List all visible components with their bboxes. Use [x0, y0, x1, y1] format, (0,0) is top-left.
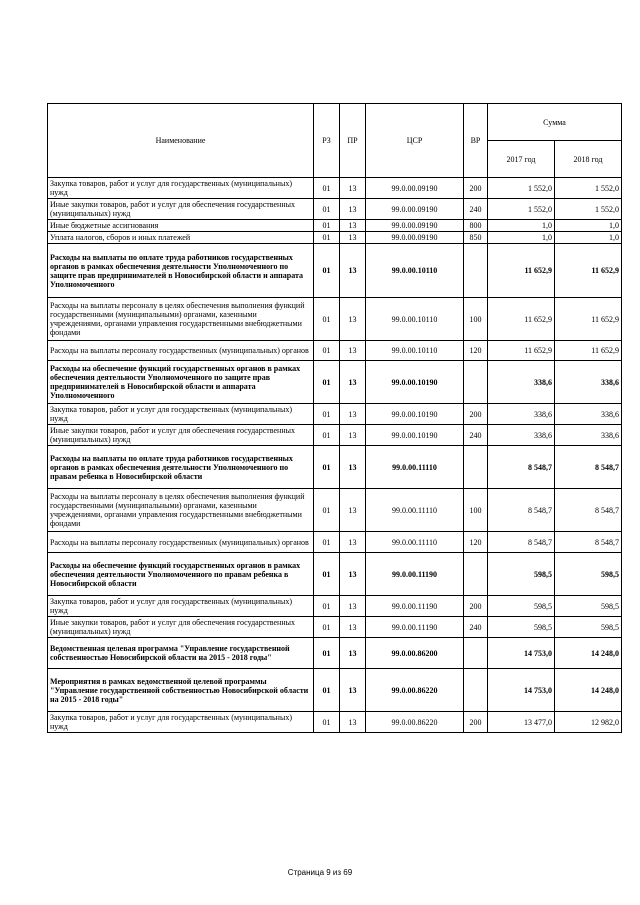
cell-name: Мероприятия в рамках ведомственной целевой программы "Управление государственной собственностью Новосибирской области на 2015 - 2018 годы" — [48, 669, 314, 712]
header-pr: ПР — [340, 104, 366, 178]
cell-rz: 01 — [314, 425, 340, 446]
cell-rz: 01 — [314, 298, 340, 341]
cell-name: Иные закупки товаров, работ и услуг для обеспечения государственных (муниципальных) нужд — [48, 617, 314, 638]
cell-name: Закупка товаров, работ и услуг для государственных (муниципальных) нужд — [48, 712, 314, 733]
table-row — [48, 712, 622, 733]
table-row — [48, 298, 622, 341]
cell-csr: 99.0.00.10190 — [366, 425, 464, 446]
cell-rz: 01 — [314, 244, 340, 298]
cell-csr: 99.0.00.86220 — [366, 712, 464, 733]
header-name: Наименование — [48, 104, 314, 178]
cell-name: Закупка товаров, работ и услуг для государственных (муниципальных) нужд — [48, 596, 314, 617]
cell-pr: 13 — [340, 178, 366, 199]
cell-rz: 01 — [314, 553, 340, 596]
cell-csr: 99.0.00.11190 — [366, 617, 464, 638]
cell-pr: 13 — [340, 220, 366, 232]
header-sum: Сумма — [488, 104, 622, 141]
cell-csr: 99.0.00.09190 — [366, 178, 464, 199]
table-row — [48, 220, 622, 232]
cell-name: Расходы на выплаты персоналу в целях обеспечения выполнения функций государственными (муниципальными) органами, казенными учреждениями, органами управления государственными внебюджетными фондами — [48, 489, 314, 532]
cell-y2017: 598,5 — [488, 596, 555, 617]
cell-vr: 240 — [464, 617, 488, 638]
cell-y2017: 338,6 — [488, 404, 555, 425]
cell-y2018: 8 548,7 — [555, 446, 622, 489]
cell-name: Расходы на обеспечение функций государственных органов в рамках обеспечения деятельности Уполномоченного по защите прав предпринимателей в Новосибирской области и аппарата Уполномоченного — [48, 361, 314, 404]
table-row — [48, 232, 622, 244]
cell-y2018: 8 548,7 — [555, 532, 622, 553]
table-row — [48, 489, 622, 532]
table-row — [48, 361, 622, 404]
cell-name: Иные бюджетные ассигнования — [48, 220, 314, 232]
cell-vr: 200 — [464, 596, 488, 617]
table-row — [48, 199, 622, 220]
table-row — [48, 244, 622, 298]
cell-pr: 13 — [340, 712, 366, 733]
cell-vr — [464, 361, 488, 404]
cell-vr: 200 — [464, 404, 488, 425]
cell-y2017: 338,6 — [488, 361, 555, 404]
cell-y2017: 11 652,9 — [488, 298, 555, 341]
cell-vr — [464, 446, 488, 489]
cell-pr: 13 — [340, 532, 366, 553]
cell-pr: 13 — [340, 553, 366, 596]
cell-csr: 99.0.00.11110 — [366, 446, 464, 489]
cell-y2018: 598,5 — [555, 617, 622, 638]
cell-rz: 01 — [314, 638, 340, 669]
cell-csr: 99.0.00.11110 — [366, 532, 464, 553]
cell-vr — [464, 638, 488, 669]
cell-rz: 01 — [314, 446, 340, 489]
cell-vr — [464, 553, 488, 596]
cell-csr: 99.0.00.11190 — [366, 596, 464, 617]
cell-y2017: 8 548,7 — [488, 489, 555, 532]
cell-csr: 99.0.00.10110 — [366, 298, 464, 341]
cell-rz: 01 — [314, 669, 340, 712]
cell-y2017: 1,0 — [488, 220, 555, 232]
cell-y2018: 1,0 — [555, 220, 622, 232]
cell-csr: 99.0.00.10190 — [366, 361, 464, 404]
cell-rz: 01 — [314, 178, 340, 199]
header-rz: РЗ — [314, 104, 340, 178]
cell-y2018: 1 552,0 — [555, 199, 622, 220]
cell-y2018: 1,0 — [555, 232, 622, 244]
cell-csr: 99.0.00.09190 — [366, 232, 464, 244]
cell-rz: 01 — [314, 361, 340, 404]
cell-y2017: 11 652,9 — [488, 244, 555, 298]
cell-y2018: 598,5 — [555, 553, 622, 596]
table-body — [48, 104, 622, 733]
table-row — [48, 638, 622, 669]
cell-vr: 240 — [464, 425, 488, 446]
header-vr: ВР — [464, 104, 488, 178]
cell-pr: 13 — [340, 669, 366, 712]
cell-rz: 01 — [314, 220, 340, 232]
cell-pr: 13 — [340, 361, 366, 404]
cell-csr: 99.0.00.10110 — [366, 244, 464, 298]
cell-csr: 99.0.00.10190 — [366, 404, 464, 425]
cell-name: Ведомственная целевая программа "Управление государственной собственностью Новосибирской области на 2015 - 2018 годы" — [48, 638, 314, 669]
table-row — [48, 532, 622, 553]
cell-pr: 13 — [340, 199, 366, 220]
cell-vr: 850 — [464, 232, 488, 244]
cell-pr: 13 — [340, 341, 366, 361]
cell-vr: 200 — [464, 178, 488, 199]
cell-y2018: 14 248,0 — [555, 638, 622, 669]
cell-pr: 13 — [340, 489, 366, 532]
cell-y2018: 1 552,0 — [555, 178, 622, 199]
cell-name: Расходы на выплаты персоналу государственных (муниципальных) органов — [48, 341, 314, 361]
cell-vr — [464, 669, 488, 712]
cell-name: Расходы на выплаты персоналу в целях обеспечения выполнения функций государственными (муниципальными) органами, казенными учреждениями, органами управления государственными внебюджетными фондами — [48, 298, 314, 341]
cell-vr — [464, 244, 488, 298]
table-row — [48, 446, 622, 489]
table-row — [48, 178, 622, 199]
cell-y2018: 11 652,9 — [555, 244, 622, 298]
header-csr: ЦСР — [366, 104, 464, 178]
cell-y2017: 1,0 — [488, 232, 555, 244]
cell-rz: 01 — [314, 232, 340, 244]
cell-csr: 99.0.00.09190 — [366, 220, 464, 232]
table-row — [48, 425, 622, 446]
cell-y2018: 8 548,7 — [555, 489, 622, 532]
cell-name: Расходы на выплаты по оплате труда работников государственных органов в рамках обеспечения деятельности Уполномоченного по правам ребенка в Новосибирской области — [48, 446, 314, 489]
cell-csr: 99.0.00.10110 — [366, 341, 464, 361]
cell-pr: 13 — [340, 232, 366, 244]
cell-vr: 240 — [464, 199, 488, 220]
cell-csr: 99.0.00.11190 — [366, 553, 464, 596]
cell-y2017: 1 552,0 — [488, 199, 555, 220]
cell-y2017: 14 753,0 — [488, 669, 555, 712]
table-row — [48, 596, 622, 617]
cell-y2018: 338,6 — [555, 361, 622, 404]
cell-pr: 13 — [340, 446, 366, 489]
cell-csr: 99.0.00.86200 — [366, 638, 464, 669]
header-row — [48, 104, 622, 141]
cell-pr: 13 — [340, 244, 366, 298]
cell-rz: 01 — [314, 199, 340, 220]
cell-y2017: 8 548,7 — [488, 532, 555, 553]
cell-y2017: 13 477,0 — [488, 712, 555, 733]
cell-vr: 200 — [464, 712, 488, 733]
cell-rz: 01 — [314, 489, 340, 532]
cell-vr: 100 — [464, 298, 488, 341]
cell-pr: 13 — [340, 617, 366, 638]
cell-csr: 99.0.00.09190 — [366, 199, 464, 220]
cell-name: Расходы на выплаты персоналу государственных (муниципальных) органов — [48, 532, 314, 553]
cell-y2017: 598,5 — [488, 617, 555, 638]
header-2018: 2018 год — [555, 141, 622, 178]
page-footer: Страница 9 из 69 — [287, 868, 353, 877]
cell-vr: 120 — [464, 341, 488, 361]
budget-table — [47, 103, 622, 733]
cell-name: Расходы на выплаты по оплате труда работников государственных органов в рамках обеспечения деятельности Уполномоченного по защите прав предпринимателей в Новосибирской области и аппарата Уполномоченного — [48, 244, 314, 298]
cell-y2017: 14 753,0 — [488, 638, 555, 669]
cell-pr: 13 — [340, 638, 366, 669]
table-row — [48, 669, 622, 712]
cell-name: Иные закупки товаров, работ и услуг для обеспечения государственных (муниципальных) нужд — [48, 425, 314, 446]
cell-vr: 120 — [464, 532, 488, 553]
cell-csr: 99.0.00.86220 — [366, 669, 464, 712]
cell-vr: 100 — [464, 489, 488, 532]
cell-rz: 01 — [314, 532, 340, 553]
cell-y2018: 598,5 — [555, 596, 622, 617]
cell-y2018: 11 652,9 — [555, 341, 622, 361]
cell-csr: 99.0.00.11110 — [366, 489, 464, 532]
cell-y2018: 14 248,0 — [555, 669, 622, 712]
cell-pr: 13 — [340, 596, 366, 617]
cell-name: Иные закупки товаров, работ и услуг для обеспечения государственных (муниципальных) нужд — [48, 199, 314, 220]
cell-y2018: 338,6 — [555, 404, 622, 425]
table-row — [48, 404, 622, 425]
cell-y2017: 8 548,7 — [488, 446, 555, 489]
cell-y2018: 12 982,0 — [555, 712, 622, 733]
table-row — [48, 341, 622, 361]
cell-rz: 01 — [314, 341, 340, 361]
cell-rz: 01 — [314, 617, 340, 638]
cell-name: Расходы на обеспечение функций государственных органов в рамках обеспечения деятельности Уполномоченного по правам ребенка в Новосибирской области — [48, 553, 314, 596]
cell-name: Закупка товаров, работ и услуг для государственных (муниципальных) нужд — [48, 178, 314, 199]
cell-name: Закупка товаров, работ и услуг для государственных (муниципальных) нужд — [48, 404, 314, 425]
cell-pr: 13 — [340, 425, 366, 446]
cell-y2018: 338,6 — [555, 425, 622, 446]
cell-pr: 13 — [340, 404, 366, 425]
cell-y2017: 11 652,9 — [488, 341, 555, 361]
cell-y2017: 598,5 — [488, 553, 555, 596]
cell-y2017: 338,6 — [488, 425, 555, 446]
cell-rz: 01 — [314, 404, 340, 425]
cell-y2017: 1 552,0 — [488, 178, 555, 199]
cell-rz: 01 — [314, 712, 340, 733]
cell-name: Уплата налогов, сборов и иных платежей — [48, 232, 314, 244]
table-row — [48, 553, 622, 596]
cell-vr: 800 — [464, 220, 488, 232]
cell-rz: 01 — [314, 596, 340, 617]
table-row — [48, 617, 622, 638]
cell-pr: 13 — [340, 298, 366, 341]
cell-y2018: 11 652,9 — [555, 298, 622, 341]
header-2017: 2017 год — [488, 141, 555, 178]
